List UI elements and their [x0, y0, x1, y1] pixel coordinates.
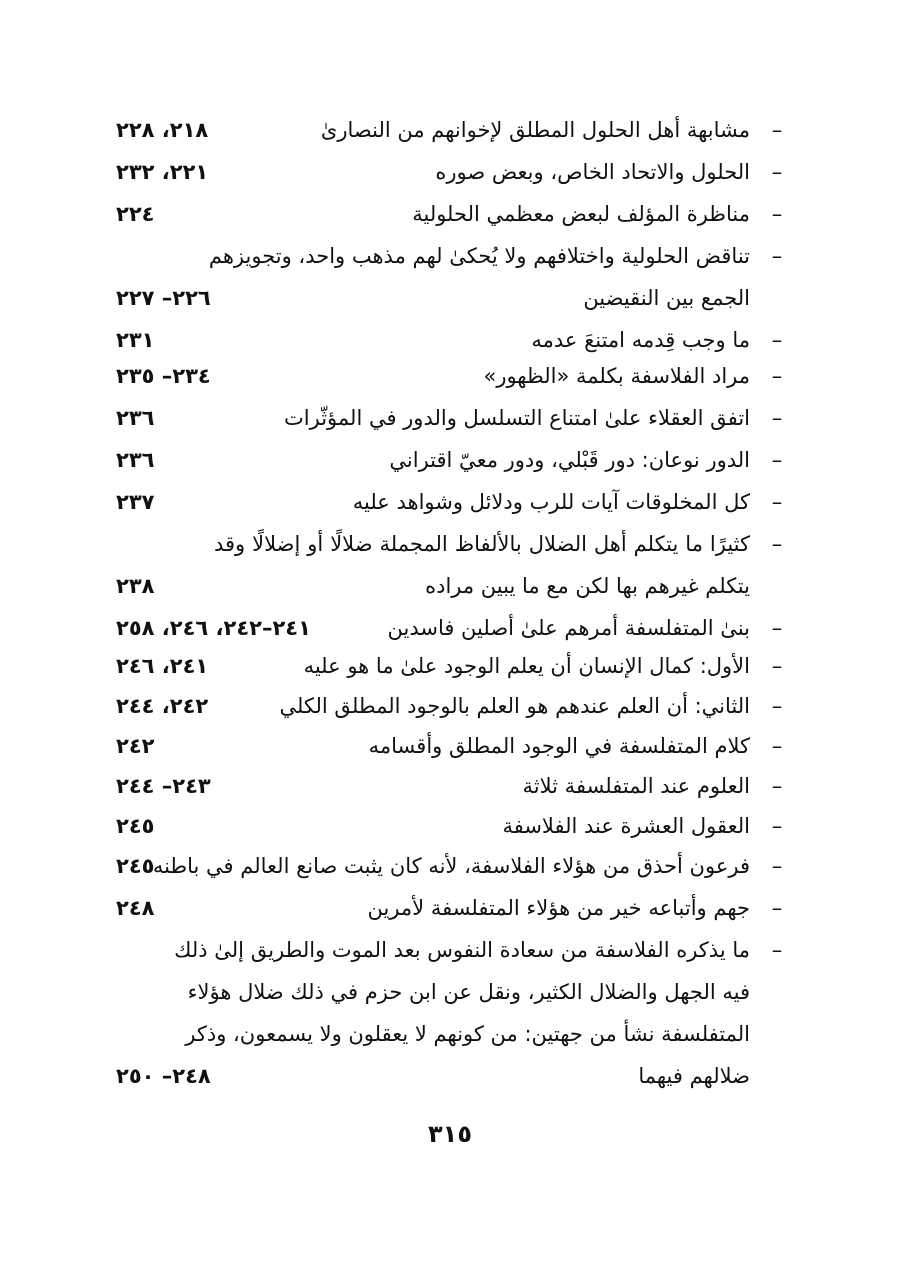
entry-text: الثاني: أن العلم عندهم هو العلم بالوجود المطلق الكلي	[279, 694, 750, 718]
bullet-dash: –	[771, 490, 783, 514]
entry-text: اتفق العقلاء علىٰ امتناع التسلسل والدور في المؤثّرات	[284, 406, 750, 430]
entry-pages: ٢٤١–٢٤٢، ٢٤٦، ٢٥٨	[116, 616, 311, 640]
page-number: ٣١٥	[428, 1120, 472, 1148]
bullet-dash: –	[771, 202, 783, 226]
index-entry	[90, 482, 790, 522]
index-entry	[90, 440, 790, 480]
index-entry	[90, 356, 790, 396]
entry-text-continuation: المتفلسفة نشأ من جهتين: من كونهم لا يعقلون ولا يسمعون، وذكر	[185, 1022, 750, 1046]
bullet-dash: –	[771, 896, 783, 920]
entry-pages: ٢٢٦– ٢٢٧	[116, 286, 211, 310]
index-entry	[90, 686, 790, 726]
bullet-dash: –	[771, 364, 783, 388]
bullet-dash: –	[771, 774, 783, 798]
entry-text: العقول العشرة عند الفلاسفة	[502, 814, 750, 838]
bullet-dash: –	[771, 244, 783, 268]
index-entry-continuation	[90, 972, 790, 1012]
entry-pages: ٢٤٨– ٢٥٠	[116, 1064, 211, 1088]
index-entry-continuation	[90, 1014, 790, 1054]
bullet-dash: –	[771, 814, 783, 838]
bullet-dash: –	[771, 160, 783, 184]
entry-pages: ٢٤١، ٢٤٦	[116, 654, 209, 678]
entry-text: مراد الفلاسفة بكلمة «الظهور»	[483, 364, 750, 388]
entry-pages: ٢٢١، ٢٣٢	[116, 160, 209, 184]
entry-text: مناظرة المؤلف لبعض معظمي الحلولية	[412, 202, 750, 226]
index-entry	[90, 806, 790, 846]
entry-pages: ٢٣٦	[116, 448, 155, 472]
index-entry-continuation	[90, 566, 790, 606]
entry-text: بنىٰ المتفلسفة أمرهم علىٰ أصلين فاسدين	[387, 616, 750, 640]
bullet-dash: –	[771, 532, 783, 556]
index-entry-continuation	[90, 1056, 790, 1096]
index-entry	[90, 888, 790, 928]
bullet-dash: –	[771, 654, 783, 678]
index-entry	[90, 646, 790, 686]
entry-text-continuation: الجمع بين النقيضين	[583, 286, 750, 310]
entry-text: ما يذكره الفلاسفة من سعادة النفوس بعد الموت والطريق إلىٰ ذلك	[174, 938, 750, 962]
entry-pages: ٢٤٨	[116, 896, 155, 920]
entry-text-continuation: يتكلم غيرهم بها لكن مع ما يبين مراده	[425, 574, 750, 598]
entry-text: الأول: كمال الإنسان أن يعلم الوجود علىٰ ما هو عليه	[303, 654, 750, 678]
bullet-dash: –	[771, 938, 783, 962]
index-entry	[90, 726, 790, 766]
entry-text-continuation: فيه الجهل والضلال الكثير، ونقل عن ابن حزم في ذلك ضلال هؤلاء	[187, 980, 750, 1004]
entry-text: الدور نوعان: دور قَبْلي، ودور معيّ اقتراني	[389, 448, 750, 472]
index-entry	[90, 236, 790, 276]
entry-text: الحلول والاتحاد الخاص، وبعض صوره	[435, 160, 750, 184]
entry-text: تناقض الحلولية واختلافهم ولا يُحكىٰ لهم مذهب واحد، وتجويزهم	[208, 244, 750, 268]
entry-text: كل المخلوقات آيات للرب ودلائل وشواهد عليه	[352, 490, 750, 514]
bullet-dash: –	[771, 854, 783, 878]
entry-text: العلوم عند المتفلسفة ثلاثة	[522, 774, 750, 798]
index-entry	[90, 846, 790, 886]
index-entry-continuation	[90, 278, 790, 318]
entry-pages: ٢٣٧	[116, 490, 155, 514]
entry-pages: ٢٣٨	[116, 574, 155, 598]
entry-pages: ٢٤٥	[116, 854, 155, 878]
index-entry	[90, 930, 790, 970]
entry-pages: ٢٢٤	[116, 202, 155, 226]
bullet-dash: –	[771, 118, 783, 142]
index-entry	[90, 152, 790, 192]
entry-pages: ٢٣٤– ٢٣٥	[116, 364, 211, 388]
bullet-dash: –	[771, 734, 783, 758]
entry-text: مشابهة أهل الحلول المطلق لإخوانهم من النصارىٰ	[320, 118, 750, 142]
entry-text: فرعون أحذق من هؤلاء الفلاسفة، لأنه كان يثبت صانع العالم في باطنه	[152, 854, 750, 878]
entry-pages: ٢٤٣– ٢٤٤	[116, 774, 211, 798]
bullet-dash: –	[771, 616, 783, 640]
entry-pages: ٢٤٢، ٢٤٤	[116, 694, 209, 718]
bullet-dash: –	[771, 694, 783, 718]
bullet-dash: –	[771, 406, 783, 430]
index-entry	[90, 766, 790, 806]
index-entry	[90, 524, 790, 564]
entry-pages: ٢٣٦	[116, 406, 155, 430]
entry-pages: ٢٤٢	[116, 734, 155, 758]
index-entry	[90, 398, 790, 438]
bullet-dash: –	[771, 448, 783, 472]
index-entry	[90, 110, 790, 150]
entry-text-continuation: ضلالهم فيهما	[638, 1064, 750, 1088]
index-entry	[90, 194, 790, 234]
entry-pages: ٢١٨، ٢٢٨	[116, 118, 209, 142]
entry-pages: ٢٤٥	[116, 814, 155, 838]
entry-text: كثيرًا ما يتكلم أهل الضلال بالألفاظ المجملة ضلالًا أو إضلالًا وقد	[214, 532, 750, 556]
entry-pages: ٢٣١	[116, 328, 155, 352]
entry-text: جهم وأتباعه خير من هؤلاء المتفلسفة لأمرين	[367, 896, 750, 920]
bullet-dash: –	[771, 328, 783, 352]
index-entry	[90, 320, 790, 360]
index-entry	[90, 608, 790, 648]
entry-text: ما وجب قِدمه امتنعَ عدمه	[531, 328, 750, 352]
entry-text: كلام المتفلسفة في الوجود المطلق وأقسامه	[368, 734, 750, 758]
